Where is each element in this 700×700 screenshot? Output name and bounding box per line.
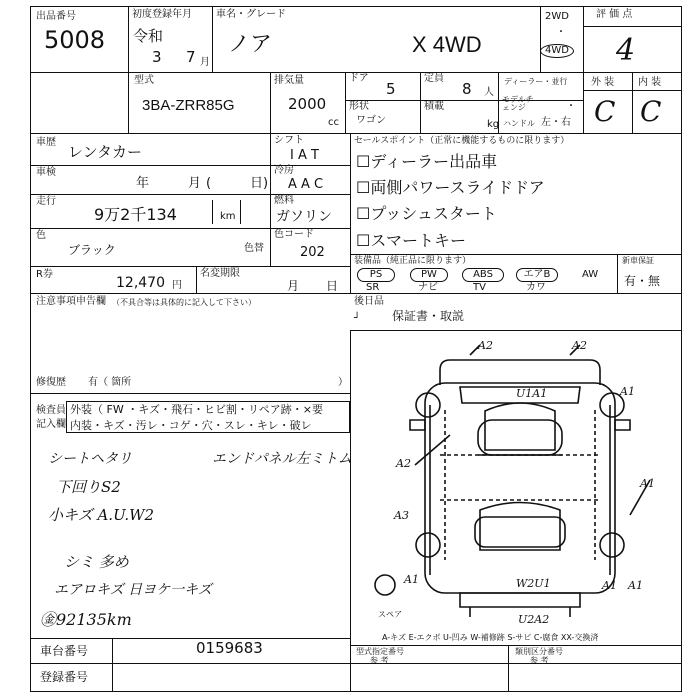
mileage-unit: km [220,211,236,222]
nav-expiry-day: 日 [326,279,339,293]
repair-close: ） [338,377,348,388]
equipment-pw: PW [410,268,448,282]
first-reg-label: 初度登録年月 [132,9,192,20]
first-reg-month-unit: 月 [200,57,210,68]
aftermarket-label: 後日品 [354,296,384,307]
sales-point-3: ☐プッシュスタート [356,204,497,223]
load-unit: kg [487,119,500,130]
inspection-month: 月 [188,176,202,191]
damage-mark-left-side: A3 [394,509,409,522]
exterior-grade: C [594,95,616,128]
capacity-unit: 人 [484,87,494,98]
capacity: 8 [462,80,472,98]
model-spec-ref: 参 考 [370,656,389,665]
notes-sub: （不具合等は具体的に記入して下さい） [112,298,256,307]
first-reg-era: 令和 [133,27,164,45]
repair-value: 有（ 箇所 [88,377,132,388]
chassis-label: 車台番号 [40,644,89,658]
registration-label: 登録番号 [40,670,89,684]
exterior-label: 外 装 [591,77,615,88]
color-code: 202 [300,245,325,260]
first-reg-year: 3 [152,48,162,66]
doors-label: ドア [349,73,369,84]
checks-label-2: 記入欄 [36,419,66,430]
inspection-year: 年 [136,176,150,191]
damage-mark-right-rear: A1 [640,477,655,490]
checks-label-1: 検査員 [36,405,66,416]
aftermarket-mark: ┘ [354,313,361,324]
color-change-label: 色替 [244,243,264,254]
body-type-label: 形状 [349,101,369,112]
notes-label: 注意事項申告欄 [36,296,106,307]
color-label: 色 [36,230,46,241]
drive-dot: ・ [556,27,566,38]
inspection-day: 日 [250,176,264,191]
handle-label: ハンドル [503,119,535,128]
equipment-navi: ナビ [418,282,438,293]
inspection-paren-open: ( [206,176,212,191]
inspection-label: 車検 [36,167,56,178]
nav-expiry-month: 月 [287,279,300,293]
shift-label: シフト [274,135,304,146]
model-code-label: 型式 [134,75,154,86]
checks-row-exterior: 外装（ FW ・キズ・飛石・ヒビ割・リペア跡・×要 [70,403,323,416]
displacement-label: 排気量 [274,75,304,86]
damage-mark-left-front: A2 [396,457,411,470]
handwritten-note-6: エアロキズ 日ヨケ一キズ [54,582,212,598]
damage-legend: A-キズ E-エクボ U-凹み W-補修跡 S-サビ C-腐食 XX-交換済 [382,633,599,642]
model-grade: X 4WD [412,32,482,57]
damage-mark-rear-right-b: A1 [628,579,643,592]
lot-label: 出品番号 [36,11,76,22]
damage-mark-front-right: A2 [572,339,587,352]
sales-point-2: ☐両側パワースライドドア [356,178,545,197]
score-label: 評 価 点 [596,9,633,20]
displacement-unit: cc [328,117,339,128]
checks-row-interior: 内装・キズ・汚レ・コゲ・穴・スレ・キレ・破レ [70,419,312,432]
fuel-label: 燃料 [274,195,294,206]
mileage-label: 走行 [36,196,56,207]
doors: 5 [386,80,396,98]
ac-label: 冷房 [274,165,294,176]
nav-expiry-label: 名変期限 [200,268,240,279]
equipment-sr: SR [366,282,380,293]
new-warranty-label: 新車保証 [622,256,654,265]
new-warranty-value: 有・無 [624,274,661,288]
damage-mark-front-left: A2 [478,339,493,352]
interior-label: 内 装 [638,77,662,88]
chassis-number: 0159683 [196,639,263,657]
dealer-label: ディーラー・並行 [504,77,568,86]
mileage-value: 9万2千134 [94,205,177,224]
body-type: ワゴン [356,115,386,126]
displacement: 2000 [288,95,327,113]
inspection-paren-close: ) [263,176,269,191]
repair-label: 修復歴 [36,377,66,388]
class-spec-ref: 参 考 [530,656,549,665]
model-name: ノア [228,32,273,57]
history-label: 車歴 [36,137,56,148]
first-reg-month: 7 [186,48,196,66]
score-value: 4 [616,33,636,68]
model-change-label: モデルチェンジ [502,95,534,112]
damage-mark-trunk: W2U1 [516,577,551,590]
load-label: 積載 [424,101,444,112]
shift-value: I A T [290,148,319,163]
color-code-label: 色コード [274,229,314,240]
lot-number: 5008 [44,26,106,54]
damage-mark-roof: U1A1 [516,387,548,400]
damage-mark-right-mirror: A1 [620,385,635,398]
class-spec-label: 類別区分番号 [515,647,563,656]
recycle-label: R券 [36,269,53,280]
model-spec-label: 型式指定番号 [356,647,404,656]
handwritten-note-4: 小キズ A.U.W2 [48,506,155,524]
history-value: レンタカー [68,143,143,161]
drive-4wd-circled: 4WD [540,44,574,58]
equipment-tv: TV [473,282,486,293]
model-change-dot: ・ [566,101,576,112]
handle-value: 左・右 [541,117,571,128]
sales-point-1: ☐ディーラー出品車 [356,152,498,171]
handwritten-note-3: 下回りS2 [56,478,121,496]
model-code: 3BA-ZRR85G [142,97,235,114]
damage-mark-rear-right-a: A1 [602,579,617,592]
handwritten-note-5: シミ 多め [64,553,129,571]
equipment-ps: PS [357,268,395,282]
drive-2wd: 2WD [545,11,569,22]
damage-mark-left-rear: A1 [404,573,419,586]
handwritten-note-1: シートヘタリ [48,451,132,467]
equipment-leather: カワ [526,282,546,293]
ac-value: A A C [288,177,324,192]
damage-mark-rear-bumper: U2A2 [518,613,550,626]
equipment-abs: ABS [462,268,504,282]
handwritten-note-2: エンドパネル左ミトム [212,451,352,467]
equipment-airbag: エアB [516,268,558,282]
fuel-value: ガソリン [276,209,332,225]
capacity-label: 定員 [424,73,444,84]
aftermarket-value: 保証書・取説 [392,309,465,323]
sales-point-4: ☐スマートキー [356,231,467,250]
sales-points-label: セールスポイント（正常に機能するものに限ります） [354,136,570,146]
equipment-aw: AW [582,269,599,280]
recycle-value: 12,470 [116,275,165,291]
model-name-label: 車名・グレード [216,9,286,20]
interior-grade: C [640,95,662,128]
color-value: ブラック [68,243,116,257]
handwritten-note-7: ㊎92135km [40,610,132,629]
spare-label: スペア [378,610,402,619]
recycle-unit: 円 [172,280,182,291]
equipment-label: 装備品（純正品に限ります） [354,256,472,266]
